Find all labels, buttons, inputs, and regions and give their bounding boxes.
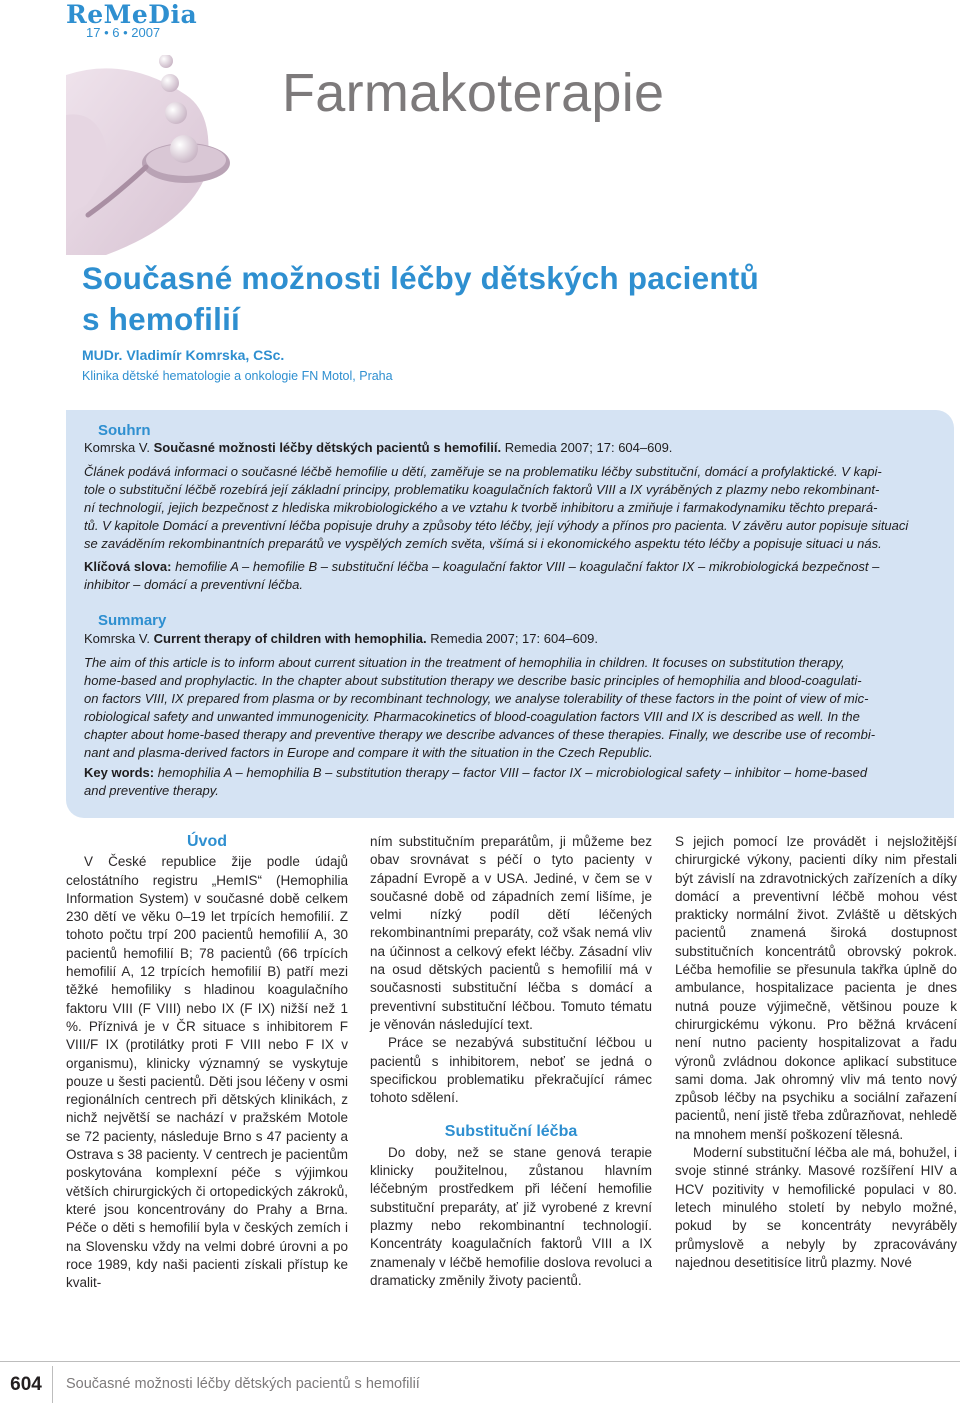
- summary-line: nant and plasma-derived factors in Europe and compare it with the situation in the Czech Republic.: [84, 745, 653, 760]
- summary-line: on factors VIII, IX prepared from plasma or by recombinant technology, we analyse tolerability of these factors in the point of view of mic-: [84, 691, 869, 706]
- summary-keywords-line2: and preventive therapy.: [84, 783, 219, 798]
- summary-line: home-based and prophylactic. In the chapter about substitution therapy we describe basic principles of hemophilia and blood-coagulati-: [84, 673, 862, 688]
- souhrn-line: Článek podává informaci o současné léčbě hemofilie u dětí, zaměřuje se na problematiku léčby substituční, domácí a profylaktické. V kapi-: [84, 464, 882, 479]
- souhrn-line: tů. V kapitole Domácí a preventivní léčba popisuje druhy a způsoby této léčby, její výhody a přínos pro pacienta. V závěru autor popisuje situaci: [84, 518, 909, 533]
- summary-keywords-line1: hemophilia A – hemophilia B – substitution therapy – factor VIII – factor IX – microbiological safety – inhibitor – home-based: [157, 765, 868, 780]
- summary-cite-ref: Remedia 2007; 17: 604–609.: [430, 631, 598, 646]
- souhrn-line: tole o substituční léčbě rozebírá její základní principy, problematiku koagulačních faktorů VIII a IX vyráběných z plazmy nebo rekombinant-: [84, 482, 880, 497]
- summary-cite-author: Komrska V.: [84, 631, 150, 646]
- spoon-pills-illustration: [66, 55, 282, 255]
- running-title: Současné možnosti léčby dětských pacientů s hemofilií: [66, 1376, 420, 1392]
- souhrn-text: [84, 463, 940, 553]
- substitution-heading: Substituční léčba: [444, 1123, 578, 1141]
- issue-info: 17 • 6 • 2007: [86, 25, 161, 40]
- souhrn-keywords-line2: inhibitor – domácí a preventivní léčba.: [84, 577, 303, 592]
- souhrn-citation: [84, 440, 672, 455]
- summary-keywords-label: Key words:: [84, 765, 155, 780]
- intro-heading: Úvod: [187, 833, 227, 850]
- souhrn-heading: Souhrn: [98, 422, 151, 439]
- body-paragraph: ním substitučním preparátům, ji můžeme bez obav srovnávat s péčí o tyto pacienty v západní Evropě a v USA. Jediné, v čem se v současné době od západních zemí lišíme, je velmi nízký podíl dětí léčených rekombinantními preparáty, což však nemá vliv na účinnost a celkový efekt léčby. Zásadní vliv na osud dětských pacientů s hemofilií má v současnosti substituční léčba s domácí a preventivní substituční léčbou. Tomuto tématu je věnován následující text.: [370, 834, 652, 1032]
- article-title: [82, 258, 759, 340]
- souhrn-keywords-label: Klíčová slova:: [84, 559, 172, 574]
- page-number: 604: [0, 1366, 53, 1403]
- souhrn-keywords-line1: hemofilie A – hemofilie B – substituční léčba – koagulační faktor VIII – koagulační faktor IX – mikrobiologická bezpečnost –: [175, 559, 880, 574]
- journal-logo: ReMeDia: [66, 0, 198, 29]
- summary-line: chapter about home-based therapy and preventive therapy we describe advances of these therapies. Finally, we describe use of recombi-: [84, 727, 876, 742]
- body-paragraph: Do doby, než se stane genová terapie klinicky použitelnou, zůstanou hlavním léčebným prostředkem při léčení hemofilie substituční preparáty, ať již vyrobené z krevní plazmy nebo rekombinantní technologií. Koncentráty koagulačních faktorů VIII a IX znamenaly v léčbě hemofilie doslova revoluci a dramaticky změnily životy pacientů.: [370, 1144, 652, 1288]
- summary-cite-title: Current therapy of children with hemophilia.: [153, 631, 427, 646]
- summary-line: The aim of this article is to inform about current situation in the treatment of hemophilia in children. It focuses on substitution therapy,: [84, 655, 845, 670]
- summary-citation: [84, 631, 598, 646]
- body-paragraph: S jejich pomocí lze provádět i nejsložitější chirurgické výkony, pacienti díky nim přestali být závislí na zdravotnických zařízeních a díky domácí a preventivní léčbě mohou vést prakticky normální život. Zvláště u dětských pacientů znamená široká dostupnost substitučních koncentrátů obrovský pokrok. Léčba hemofilie se přesunula takřka úplně do ambulance, hospitalizace pacienta je dnes nutná pouze výjimečně, většinou pouze k chirurgickému výkonu. Pro běžná krvácení není nutno pacienty hospitalizovat a řadu výronů zvládnou dokonce aplikací substituce sami doma. Jak ohromný vliv má tento nový způsob léčby na psychiku a sociální zařazení pacientů, není jistě třeba zdůrazňovat, nehledě na mnohem menší poškození tělesná.: [675, 834, 957, 1142]
- souhrn-cite-title: Současné možnosti léčby dětských pacientů s hemofilií.: [153, 440, 502, 455]
- body-column-2: [370, 833, 652, 1290]
- author-affiliation: Klinika dětské hematologie a onkologie FN Motol, Praha: [82, 369, 393, 383]
- body-paragraph: Moderní substituční léčba ale má, bohužel, i svoje stinné stránky. Masové rozšíření HIV a HCV pozitivity v hemofilické populaci v 80. letech minulého století by nebylo možné, pokud by se koncentráty nevyráběly průmyslově a nebyly by zpracovávány najednou desetitisíce litrů plazmy. Nové: [675, 1145, 957, 1270]
- intro-paragraph: V České republice žije podle údajů celostátního registru „HemIS“ (Hemophilia Information System) v současné době celkem 230 dětí ve věku 0–19 let trpících hemofilií. Z tohoto počtu trpí 200 pacientů hemofilií A, 30 pacientů hemofilií B; 78 pacientů (66 trpících hemofilií A, 12 trpících hemofilií B) patří mezi těžké hemofiliky s hladinou koagulačního faktoru VIII (F VIII) nebo IX (F IX) nižší než 1 %. Příznivá je v ČR situace s inhibitorem F VIII/F IX (protilátky proti F VIII nebo F IX v organismu), klinicky významný se vyskytuje pouze u šesti pacientů. Děti jsou léčeny v osmi regionálních centrech při dětských klinikách, z nichž největší se nachází v pražském Motole se 72 pacienty, následuje Brno s 47 pacienty a Ostrava s 38 pacienty. V centrech je pacientům poskytována komplexní péče s výjimkou větších chirurgických či ortopedických zákroků, které jsou koncentrovány do Prahy a Brna. Péče o děti s hemofilií byla v českých zemích i na Slovensku vždy na velmi dobré úrovni a po roce 1989, kdy naši pacienti získali přístup ke kvalit-: [66, 854, 348, 1291]
- body-column-1: [66, 833, 348, 1292]
- summary-heading: Summary: [98, 612, 167, 629]
- author-name: MUDr. Vladimír Komrska, CSc.: [82, 347, 285, 363]
- souhrn-line: se zaváděním rekombinantních preparátů ve vyspělých zemích světa, všímá si i ekonomického aspektu této léčby a popisuje situaci u nás.: [84, 536, 882, 551]
- section-title: Farmakoterapie: [282, 63, 665, 123]
- summary-text: [84, 654, 940, 762]
- body-paragraph: Práce se nezabývá substituční léčbou u pacientů s inhibitorem, neboť se jedná o specifickou problematiku překračující rámec tohoto sdělení.: [370, 1035, 652, 1106]
- summary-line: robiological safety and unwanted immunogenicity. Pharmacokinetics of blood-coagulation factors VIII and IX is described as well. In the: [84, 709, 860, 724]
- article-title-line2: s hemofilií: [82, 301, 240, 337]
- body-column-3: [675, 833, 957, 1272]
- article-title-line1: Současné možnosti léčby dětských pacientů: [82, 260, 759, 296]
- summary-keywords: [84, 764, 940, 800]
- souhrn-cite-author: Komrska V.: [84, 440, 150, 455]
- footer-rule: [0, 1361, 960, 1362]
- souhrn-keywords: [84, 558, 940, 594]
- souhrn-line: ní technologií, jejich bezpečnost z hlediska mikrobiologického a ve vztahu k tvorbě inhibitoru a zmiňuje i farmakodynamiku těchto prepará-: [84, 500, 878, 515]
- souhrn-cite-ref: Remedia 2007; 17: 604–609.: [504, 440, 673, 455]
